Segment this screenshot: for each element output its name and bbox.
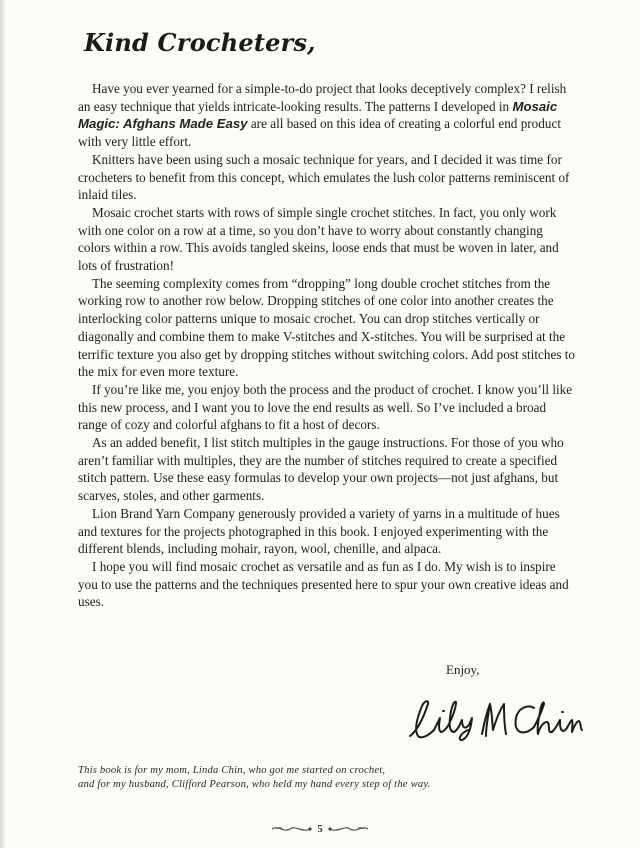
paragraph-1 [78, 80, 578, 151]
paragraph-2: Knitters have been using such a mosaic technique for years, and I decided it was time for crocheters to benefit from this concept, which emulates the lush color patterns reminiscent of inlaid tiles. [78, 151, 570, 203]
page-folio [0, 820, 640, 838]
dedication-line-2: and for my husband, Clifford Pearson, who held my hand every step of the way. [78, 778, 431, 790]
page-number: 5 [317, 823, 323, 835]
right-flourish-icon [328, 824, 370, 834]
paragraph-8: I hope you will find mosaic crochet as versatile and as fun as I do. My wish is to inspire you to use the patterns and the techniques presented here to spur your own creative ideas and uses. [78, 558, 569, 610]
paragraph-1-before: Have you ever yearned for a simple-to-do project that looks deceptively complex? I relish an easy technique that yields intricate-looking results. The patterns I developed in [78, 81, 567, 114]
closing-text: Enjoy, [446, 662, 480, 677]
paragraph-6: As an added benefit, I list stitch multiples in the gauge instructions. For those of you who aren’t familiar with multiples, they are the number of stitches required to create a specified stitch pattern. Use these easy formulas to develop your own projects—not just afghans, but scarves, stoles, and other garments. [78, 435, 564, 504]
handwritten-signature [404, 696, 584, 742]
paragraph-3: Mosaic crochet starts with rows of simple single crochet stitches. In fact, you only work with one color on a row at a time, so you don’t have to worry about constantly changing colors within a row. This avoids tangled skeins, loose ends that must be woven in later, and lots of frustration! [78, 204, 559, 274]
letter-salutation: Kind Crocheters, [84, 28, 316, 57]
letter-body [78, 80, 578, 611]
dedication [78, 764, 538, 791]
paragraph-1-after: are all based on this idea of creating a colorful end product with very little effort. [78, 116, 561, 150]
page-gutter-shadow [0, 0, 6, 848]
paragraph-7: Lion Brand Yarn Company generously provided a variety of yarns in a multitude of hues and textures for the projects photographed in this book. I enjoyed experimenting with the different blends, including mohair, rayon, wool, chenille, and alpaca. [78, 505, 560, 557]
dedication-line-1: This book is for my mom, Linda Chin, who got me started on crochet, [78, 765, 386, 776]
book-title: Mosaic Magic: Afghans Made Easy [78, 98, 558, 132]
left-flourish-icon [270, 824, 312, 834]
paragraph-4: The seeming complexity comes from “dropping” long double crochet stitches from the working row to another row below. Dropping stitches of one color into another creates the interlocking color patterns unique to mosaic crochet. You can drop stitches vertically or diagonally and combine them to make V-stitches and X-stitches. You will be surprised at the terrific texture you also get by dropping stitches without switching colors. Add post stitches to the mix for even more texture. [78, 275, 576, 380]
paragraph-5: If you’re like me, you enjoy both the process and the product of crochet. I know you’ll like this new process, and I want you to love the end results as well. So I’ve included a broad range of cozy and colorful afghans to fit a host of decors. [78, 381, 573, 433]
